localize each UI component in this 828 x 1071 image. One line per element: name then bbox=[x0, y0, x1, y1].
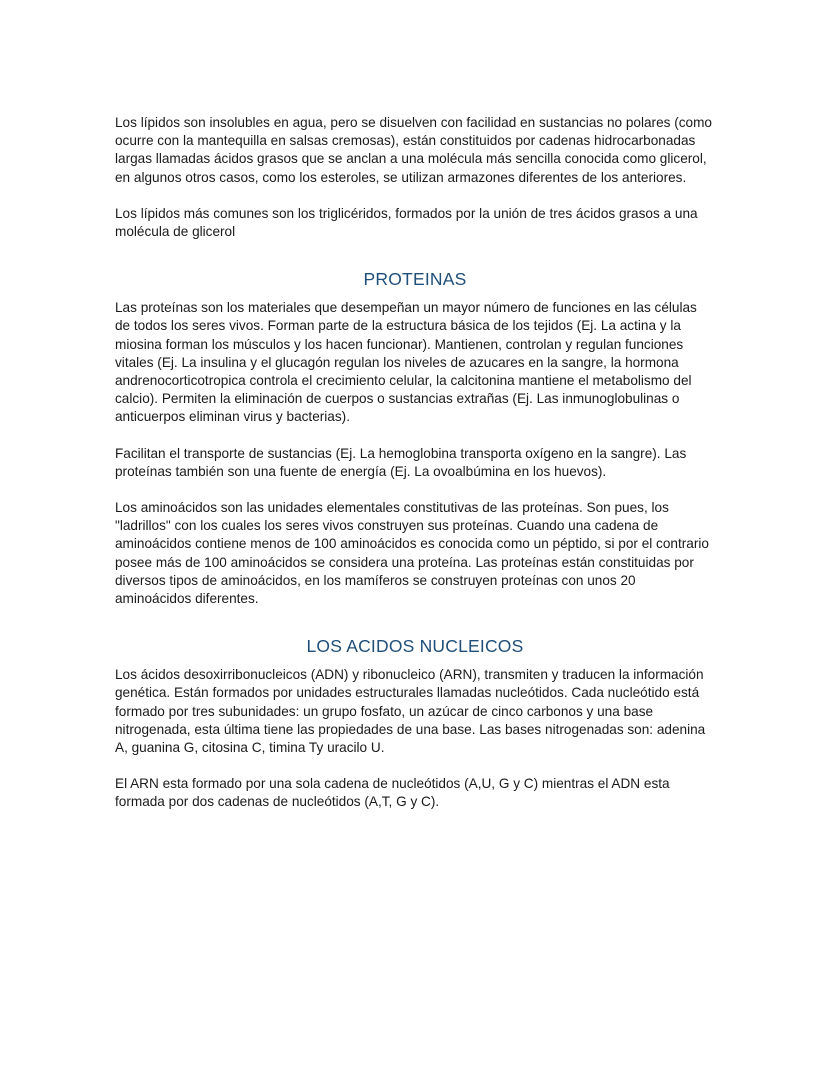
proteinas-paragraph-3: Los aminoácidos son las unidades elementales constitutivas de las proteínas. Son pues, los "ladrillos" con los cuales los seres vivos construyen sus proteínas. Cuando una cadena de aminoácidos contiene menos de 100 aminoácidos es conocida como un péptido, si por el contrario posee más de 100 aminoácidos se considera una proteína. Las proteínas están constituidas por diversos tipos de aminoácidos, en los mamíferos se construyen proteínas con unos 20 aminoácidos diferentes. bbox=[115, 500, 709, 607]
proteinas-section bbox=[115, 269, 715, 608]
acidos-nucleicos-paragraph-1: Los ácidos desoxirribonucleicos (ADN) y ribonucleico (ARN), transmiten y traducen la información genética. Están formados por unidades estructurales llamadas nucleótidos. Cada nucleótido está formado por tres subunidades: un grupo fosfato, un azúcar de cinco carbonos y una base nitrogenada, esta última tiene las propiedades de una base. Las bases nitrogenadas son: adenina A, guanina G, citosina C, timina Ty uracilo U. bbox=[115, 667, 706, 756]
proteinas-heading: PROTEINAS bbox=[363, 269, 467, 290]
lipidos-paragraph-2: Los lípidos más comunes son los triglicéridos, formados por la unión de tres ácidos grasos a una molécula de glicerol bbox=[115, 205, 698, 240]
acidos-nucleicos-heading: LOS ACIDOS NUCLEICOS bbox=[306, 636, 524, 657]
acidos-nucleicos-section bbox=[115, 636, 715, 811]
proteinas-paragraph-1: Las proteínas son los materiales que desempeñan un mayor número de funciones en las células de todos los seres vivos. Forman parte de la estructura básica de los tejidos (Ej. La actina y la miosina forman los músculos y los hacen funcionar). Mantienen, controlan y regulan funciones vitales (Ej. La insulina y el glucagón regulan los niveles de azucares en la sangre, la hormona andrenocorticotropica controla el crecimiento celular, la calcitonina mantiene el metabolismo del calcio). Permiten la eliminación de cuerpos o sustancias extrañas (Ej. Las inmunoglobulinas o anticuerpos eliminan virus y bacterias). bbox=[115, 300, 697, 425]
acidos-nucleicos-paragraph-2: El ARN esta formado por una sola cadena de nucleótidos (A,U, G y C) mientras el ADN esta formada por dos cadenas de nucleótidos (A,T, G y C). bbox=[115, 776, 670, 810]
lipidos-paragraph-1: Los lípidos son insolubles en agua, pero se disuelven con facilidad en sustancias no polares (como ocurre con la mantequilla en salsas cremosas), están constituidos por cadenas hidrocarbonadas largas llamadas ácidos grasos que se anclan a una molécula más sencilla conocida como glicerol, en algunos otros casos, como los esteroles, se utilizan armazones diferentes de los anteriores. bbox=[115, 115, 712, 185]
document-page bbox=[115, 114, 715, 812]
lipidos-section bbox=[115, 114, 715, 241]
proteinas-paragraph-2: Facilitan el transporte de sustancias (Ej. La hemoglobina transporta oxígeno en la sangre). Las proteínas también son una fuente de energía (Ej. La ovoalbúmina en los huevos). bbox=[115, 445, 687, 479]
